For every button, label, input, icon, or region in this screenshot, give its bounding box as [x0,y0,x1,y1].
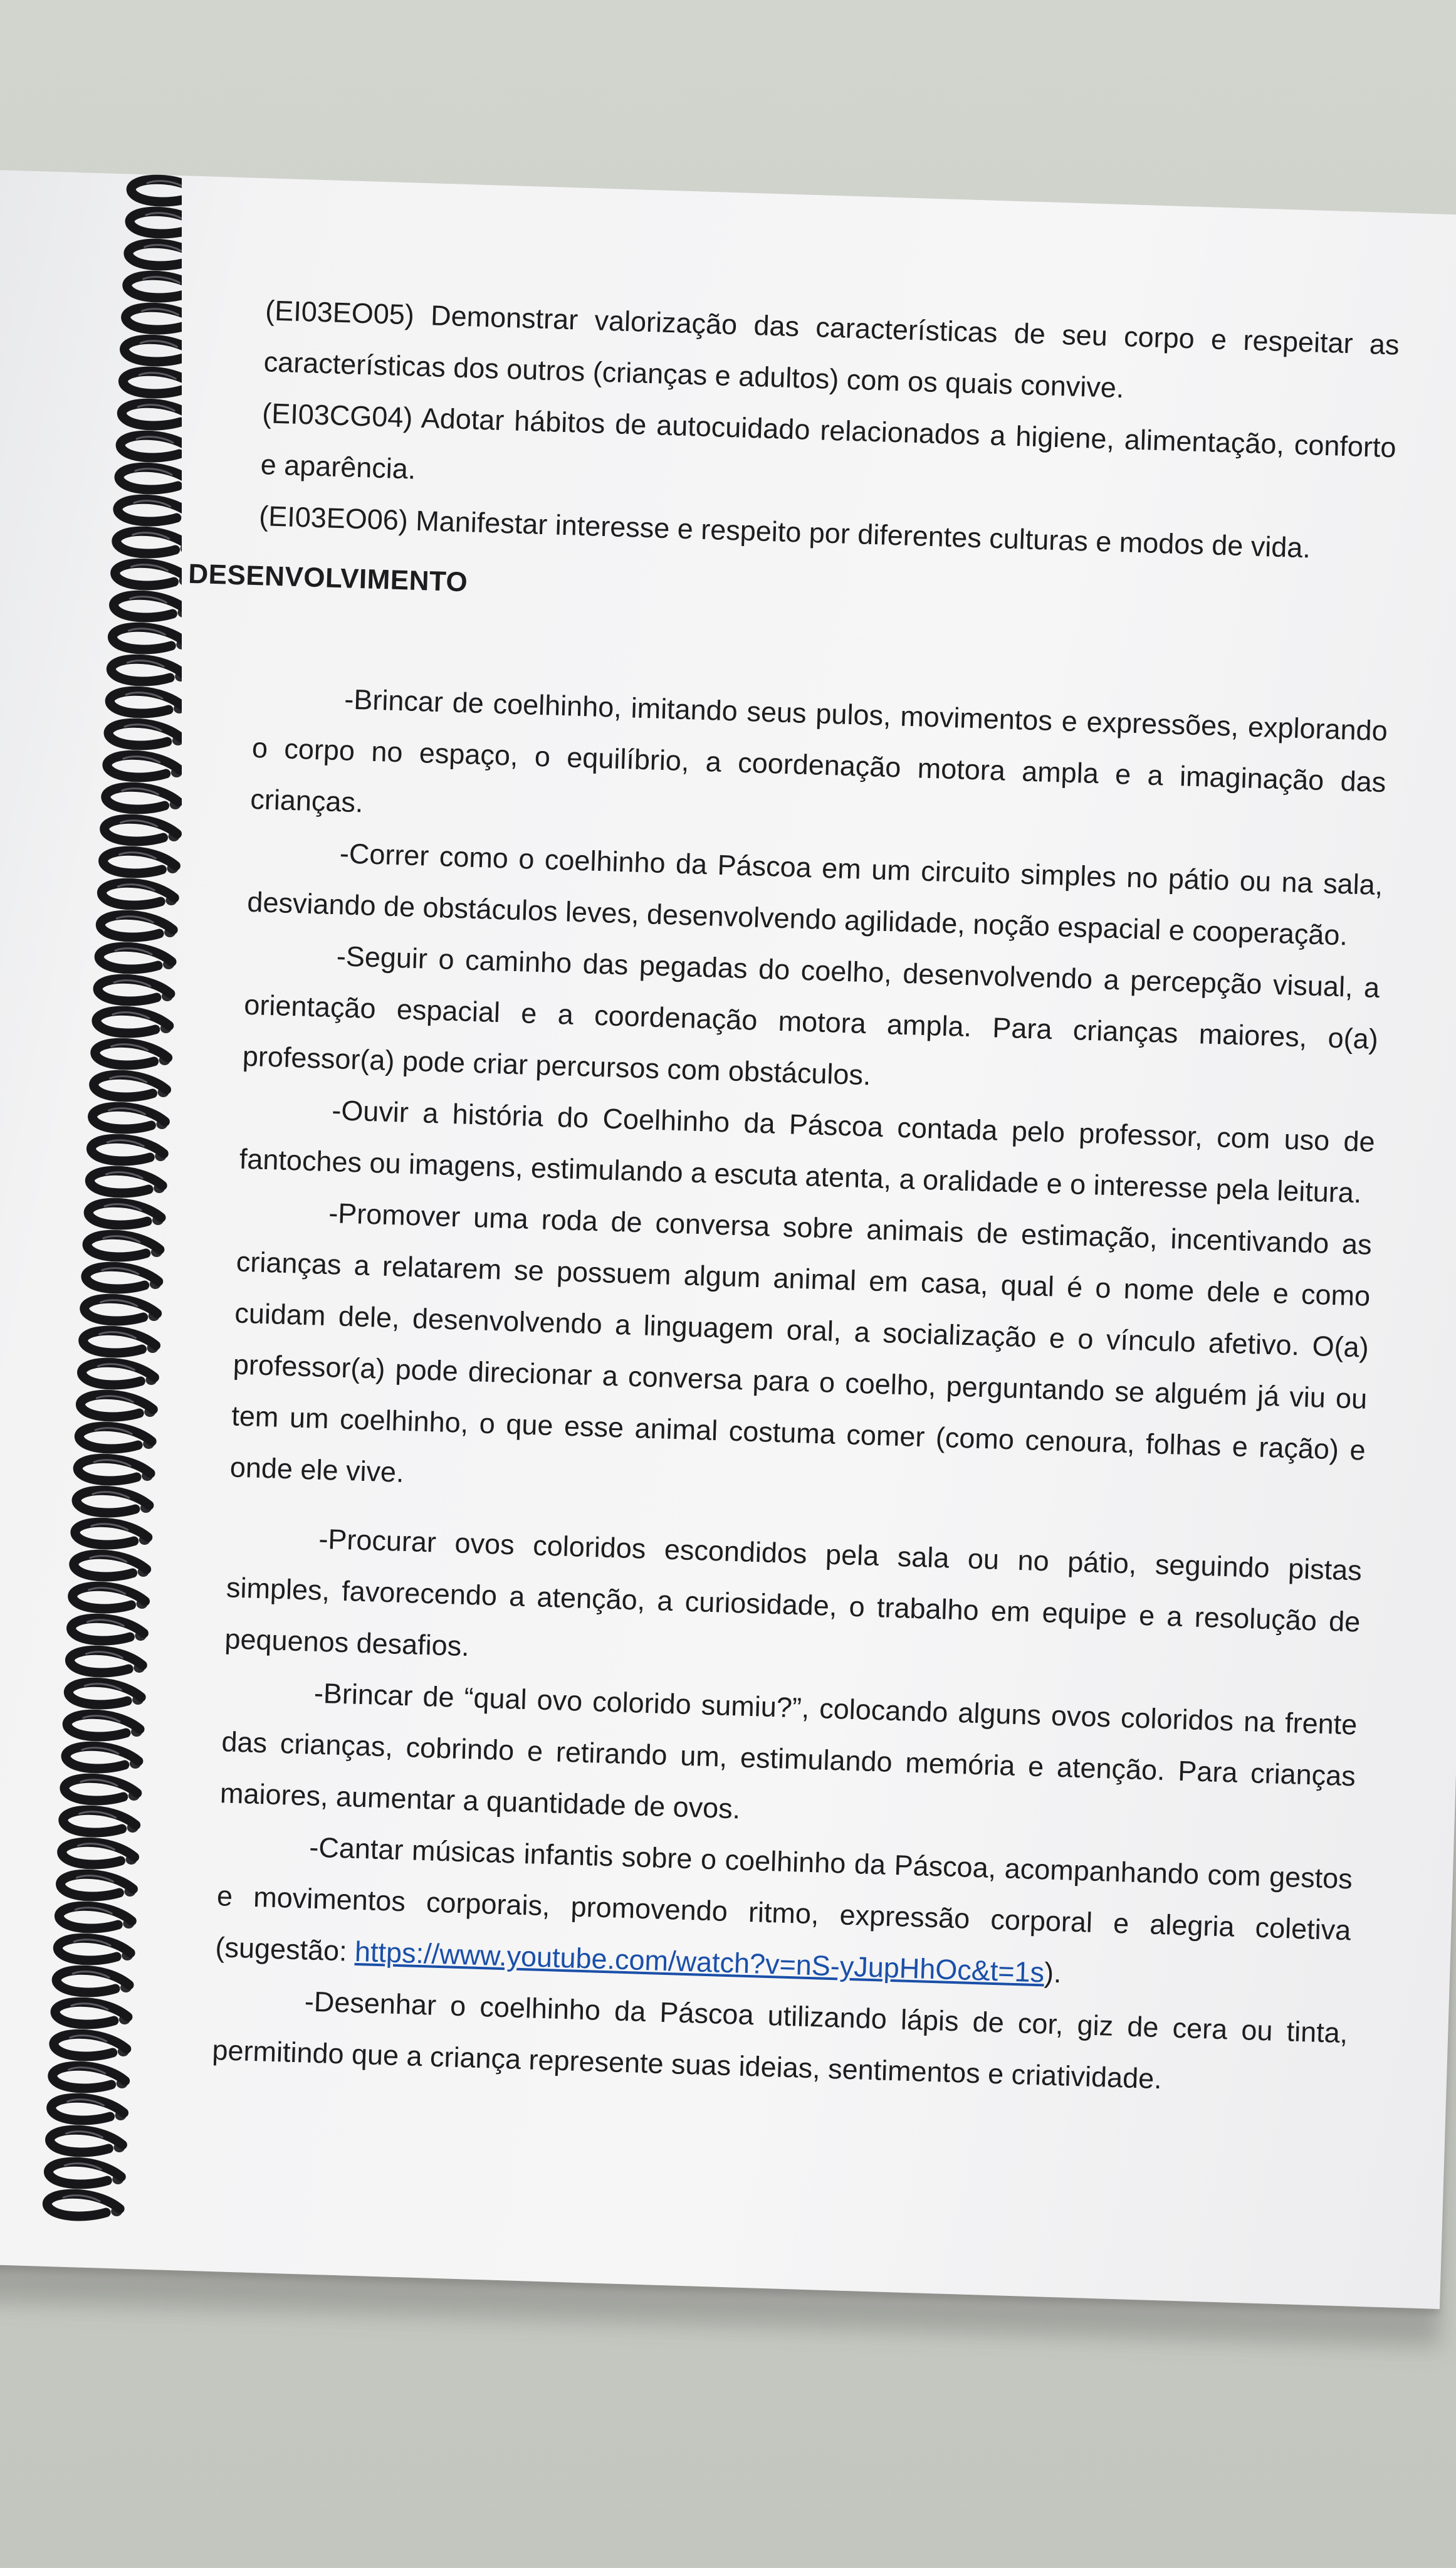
spiral-coil [122,403,182,426]
spiral-coil [58,1938,133,1960]
notebook-page [0,169,1456,2309]
spiral-coil [73,1586,148,1609]
spiral-coil [75,1522,150,1545]
spiral-coil [86,1266,161,1289]
spiral-coil [112,627,182,650]
spiral-coil [63,1810,139,1833]
spiral-coil [85,1298,160,1321]
spiral-coil [53,2066,128,2088]
spiral-coil [47,2194,122,2216]
objective-eo05: (EI03EO05) Demonstrar valorização das características de seu corpo e respeitar as características dos outros (crianças e adultos) com os quais convive. [263,294,1400,404]
spiral-coil [105,819,180,841]
activity-brincar-coelhinho: -Brincar de coelhinho, imitando seus pulos, movimentos e expressões, explorando o corpo no espaço, o equilíbrio, a coordenação motora ampla e a imaginação das crianças. [249,683,1388,819]
spiral-coil [62,1842,137,1865]
spiral-coil [93,1107,168,1129]
page-text [187,285,1400,2110]
activity-roda-conversa: -Promover uma roda de conversa sobre animais de estimação, incentivando as crianças a relatarem se possuem algum animal em casa, qual é o nome dele e como cuidam dele, desenvolvendo a linguagem oral, a socialização e o vínculo afetivo. O(a) professor(a) pode direcionar a conversa para o coelho, perguntando se alguém já viu ou tem um coelhinho, o que esse animal costuma comer (como cenoura, folhas e ração) e onde ele vive. [229,1197,1373,1488]
spiral-coil [66,1746,141,1769]
spiral-coil [70,1650,145,1673]
objective-eo06: (EI03EO06) Manifestar interesse e respeito por diferentes culturas e modos de vida. [258,500,1311,564]
spiral-coil [103,851,179,873]
spiral-coil [79,1426,154,1449]
spiral-coil [119,467,182,490]
spiral-coil [55,2002,130,2024]
spiral-coil [68,1682,144,1705]
spiral-coil [100,915,175,937]
spiral-coil [87,1234,162,1257]
objective-cg04: (EI03CG04) Adotar hábitos de autocuidado relacionados a higiene, alimentação, conforto e aparência. [260,397,1397,485]
spiral-coil [126,307,182,330]
spiral-coil [59,1906,134,1929]
spiral-coil [67,1714,142,1737]
spiral-coil [110,691,182,713]
spiral-coil [127,275,182,298]
song-activity-closing: ). [1044,1956,1062,1989]
spiral-coil [128,243,182,266]
spiral-coil [71,1618,147,1641]
spiral-coil [107,755,182,777]
spiral-coil [50,2130,125,2152]
spiral-coil [95,1043,170,1065]
spiral-coil [78,1458,153,1481]
activity-desenhar-coelhinho: -Desenhar o coelhinho da Páscoa utilizando lápis de cor, giz de cera ou tinta, permitindo que a criança represente suas ideias, sentimentos e criatividade. [211,1985,1349,2095]
spiral-coil [98,979,173,1001]
spiral-coil [91,1139,166,1161]
spiral-coil [131,179,182,202]
spiral-coil [94,1075,169,1097]
spiral-coil [102,883,177,905]
song-activity-text: -Cantar músicas infantis sobre o coelhinho da Páscoa, acompanhando com gestos e movimentos corporais, promovendo ritmo, expressão corporal e alegria coletiva (sugestão: [214,1831,1353,1967]
section-heading: DESENVOLVIMENTO [187,558,468,598]
spiral-coil [48,2162,123,2184]
spiral-coil [88,1202,164,1225]
spiral-coil [125,339,182,362]
activity-procurar-ovos: -Procurar ovos coloridos escondidos pela sala ou no pátio, seguindo pistas simples, favorecendo a atenção, a curiosidade, o trabalho em equipe e a resolução de pequenos desafios. [224,1522,1363,1663]
spiral-coil [76,1490,152,1513]
activity-seguir-pegadas: -Seguir o caminho das pegadas do coelho, desenvolvendo a percepção visual, a orientação espacial e a coordenação motora ampla. Para crianças maiores, o(a) professor(a) pode criar percursos com obstáculos. [242,940,1380,1092]
spiral-coil [51,2098,127,2120]
spiral-coil [65,1778,140,1801]
activity-correr-circuito: -Correr como o coelhinho da Páscoa em um circuito simples no pátio ou na sala, desviando de obstáculos leves, desenvolvendo agilidade, noção espacial e cooperação. [246,837,1383,952]
spiral-coil [61,1874,136,1897]
youtube-link[interactable]: https://www.youtube.com/watch?v=nS-yJupHhOc&t=1s [354,1935,1045,1989]
activity-ouvir-historia: -Ouvir a história do Coelhinho da Páscoa contada pelo professor, com uso de fantoches ou imagens, estimulando a escuta atenta, a oralidade e o interesse pela leitura. [239,1094,1376,1209]
spiral-binding [0,0,182,2257]
spiral-coil [108,723,182,745]
spiral-coil [90,1171,165,1193]
spiral-coil [117,531,182,554]
spiral-coil [82,1362,157,1385]
spiral-coil [106,787,181,809]
spiral-coil [99,947,174,969]
activity-qual-ovo-sumiu: -Brincar de “qual ovo colorido sumiu?”, colocando alguns ovos coloridos na frente das crianças, cobrindo e retirando um, estimulando memória e atenção. Para crianças maiores, aumentar a quantidade de ovos. [219,1676,1358,1825]
spiral-coil [83,1330,159,1353]
spiral-coil [56,1970,132,1992]
spiral-coil [74,1554,149,1577]
spiral-coil [97,1011,172,1033]
spiral-coil [130,211,182,234]
spiral-coil [54,2034,129,2056]
spiral-coil [80,1394,155,1417]
spiral-coil [111,659,182,681]
spiral-coil [118,499,182,522]
spiral-coil [123,371,182,394]
spiral-coil [115,563,182,586]
spiral-coil [120,435,182,458]
spiral-coil [114,595,182,618]
